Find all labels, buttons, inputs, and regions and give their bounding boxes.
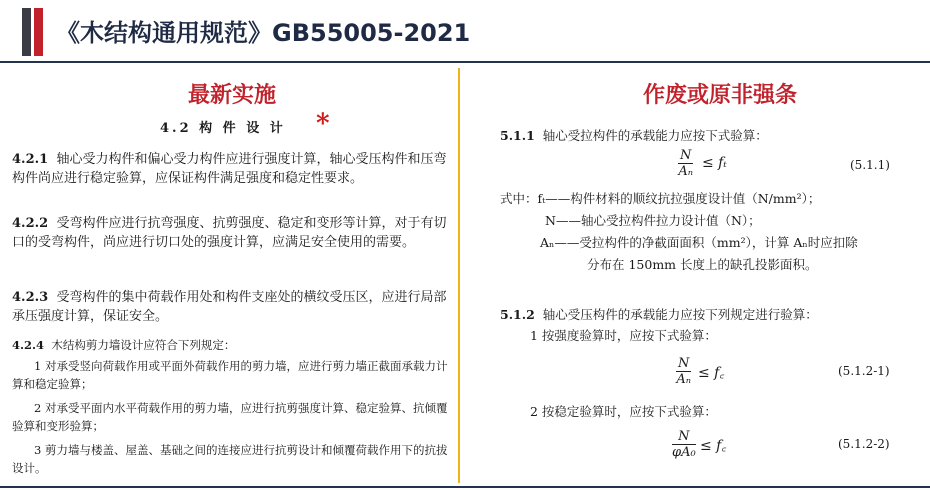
equation-number: (5.1.1) xyxy=(850,158,890,172)
clause-text: 轴心受压构件的承载能力应按下列规定进行验算： xyxy=(542,307,818,322)
section-title: 4.2 构 件 设 计 xyxy=(160,121,286,136)
clause-text: 受弯构件的集中荷载作用处和构件支座处的横纹受压区，应进行局部承压强度计算，保证安全。 xyxy=(12,290,447,324)
formula-5-1-2-2-fraction xyxy=(672,429,696,460)
numerator: N xyxy=(672,429,696,445)
clause-5-1-1 xyxy=(500,127,768,145)
clause-text: 木结构剪力墙设计应符合下列规定： xyxy=(51,338,236,352)
list-item: 2 按稳定验算时，应按下式验算： xyxy=(530,404,717,419)
formula-5-1-2-1-fraction xyxy=(676,356,691,387)
list-item: 1 对承受竖向荷载作用或平面外荷载作用的剪力墙，应进行剪力墙正截面承载力计算和稳定验算； xyxy=(12,359,448,391)
column-divider xyxy=(458,68,460,483)
page-title: 《木结构通用规范》GB55005-2021 xyxy=(56,19,471,47)
equation-number: (5.1.2-2) xyxy=(838,437,890,451)
clause-number: 4.2.4 xyxy=(12,338,45,352)
clause-number: 5.1.1 xyxy=(500,128,535,143)
header-divider xyxy=(0,61,930,63)
clause-number: 4.2.1 xyxy=(12,152,49,167)
clause-text: 轴心受力构件和偏心受力构件应进行强度计算，轴心受压构件和压弯构件尚应进行稳定验算，应保证构件满足强度和稳定性要求。 xyxy=(12,152,447,186)
star-mark: * xyxy=(316,109,330,139)
list-item: 2 对承受平面内水平荷载作用的剪力墙，应进行抗剪强度计算、稳定验算、抗倾覆验算和变形验算； xyxy=(12,401,448,433)
formula-5-1-1-fraction xyxy=(678,148,693,179)
equation-number: (5.1.2-1) xyxy=(838,364,890,378)
list-item: 1 按强度验算时，应按下式验算： xyxy=(530,328,717,343)
symbol-definition: N——轴心受拉构件拉力设计值（N）； xyxy=(545,213,761,228)
clause-4-2-4 xyxy=(12,336,452,354)
left-heading: 最新实施 xyxy=(188,83,277,108)
numerator: N xyxy=(680,148,692,163)
denominator: φA₀ xyxy=(672,445,696,460)
symbol-definition: 分布在 150mm 长度上的缺孔投影面积。 xyxy=(587,257,818,272)
clause-text: 受弯构件应进行抗弯强度、抗剪强度、稳定和变形等计算，对于有切口的受弯构件，尚应进行切口处的强度计算，应满足安全使用的需要。 xyxy=(12,216,447,250)
clause-4-2-3 xyxy=(12,288,452,326)
right-heading: 作废或原非强条 xyxy=(643,83,798,108)
clause-number: 5.1.2 xyxy=(500,307,535,322)
numerator: N xyxy=(678,356,690,371)
header-accent-dark xyxy=(22,8,31,56)
header-accent-red xyxy=(34,8,43,56)
clause-text: 轴心受拉构件的承载能力应按下式验算： xyxy=(542,128,768,143)
symbol-definition: Aₙ——受拉构件的净截面面积（mm²），计算 Aₙ时应扣除 xyxy=(540,235,858,250)
formula-relation: ≤ f꜀ xyxy=(698,365,725,381)
clause-4-2-1 xyxy=(12,150,452,188)
denominator: Aₙ xyxy=(678,164,694,179)
formula-relation: ≤ fₜ xyxy=(702,155,727,171)
clause-number: 4.2.2 xyxy=(12,216,49,231)
list-item: 3 剪力墙与楼盖、屋盖、基础之间的连接应进行抗剪设计和倾覆荷载作用下的抗拔设计。 xyxy=(12,443,448,475)
clause-number: 4.2.3 xyxy=(12,290,49,305)
clause-4-2-2 xyxy=(12,214,452,252)
footer-divider xyxy=(0,486,930,488)
clause-5-1-2 xyxy=(500,306,818,324)
denominator: Aₙ xyxy=(676,372,692,387)
symbol-definition: 式中：fₜ——构件材料的顺纹抗拉强度设计值（N/mm²）； xyxy=(500,191,821,206)
header xyxy=(0,0,930,62)
formula-relation: ≤ f꜀ xyxy=(700,438,727,454)
